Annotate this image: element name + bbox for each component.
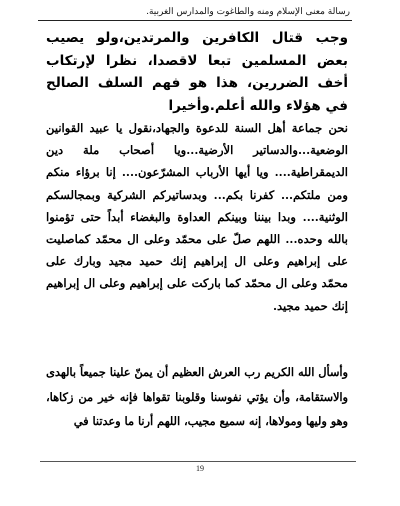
body-paragraph-2: نحن جماعة أهل السنة للدعوة والجهاد،نقول يا عبيد القوانين الوضعية...والدساتير الأرضية...ويا أصحاب ملة دين الديمقراطية.... ويا أيها الأرباب المشرّعون.... إنا برؤاء منكم ومن ملتكم... كفرنا بكم... وبدساتيركم الشركية وبمجالسكم الوثنية.... وبدا بيننا وبينكم العداوة والبغضاء أبداً حتى تؤمنوا بالله وحده... اللهم صلّ على محمّد وعلى ال محمّد كماصليت على إبراهيم وعلى ال إبراهيم إنك حميد مجيد وبارك على محمّد وعلى ال محمّد كما باركت على إبراهيم وعلى ال إبراهيم إنك حميد مجيد. [46,121,348,313]
page-number: 19 [196,464,204,473]
body-paragraph-1: وجب قتال الكافرين والمرتدين،ولو يصيب بعض المسلمين تبعا لاقصدا، نظرا لإرتكاب أخف الضررين، هذا هو فهم السلف الصالح في هؤلاء والله أعلم.وأخيرا [46,30,348,114]
header-divider [38,20,352,21]
running-header: رسالة معنى الإسلام ومنه والطاغوت والمدارس الغربية. [146,7,350,17]
body-paragraph-3: وأسأل الله الكريم رب العرش العظيم أن يمنّ علينا جميعاً بالهدى والاستقامة، وأن يؤتي نفوسنا وقلوبنا تقواها فإنه خير من زكاها، وهو وليها ومولاها، إنه سميع مجيب، اللهم أرنا ما وعدتنا في [46,365,348,428]
footer-divider [40,461,356,462]
